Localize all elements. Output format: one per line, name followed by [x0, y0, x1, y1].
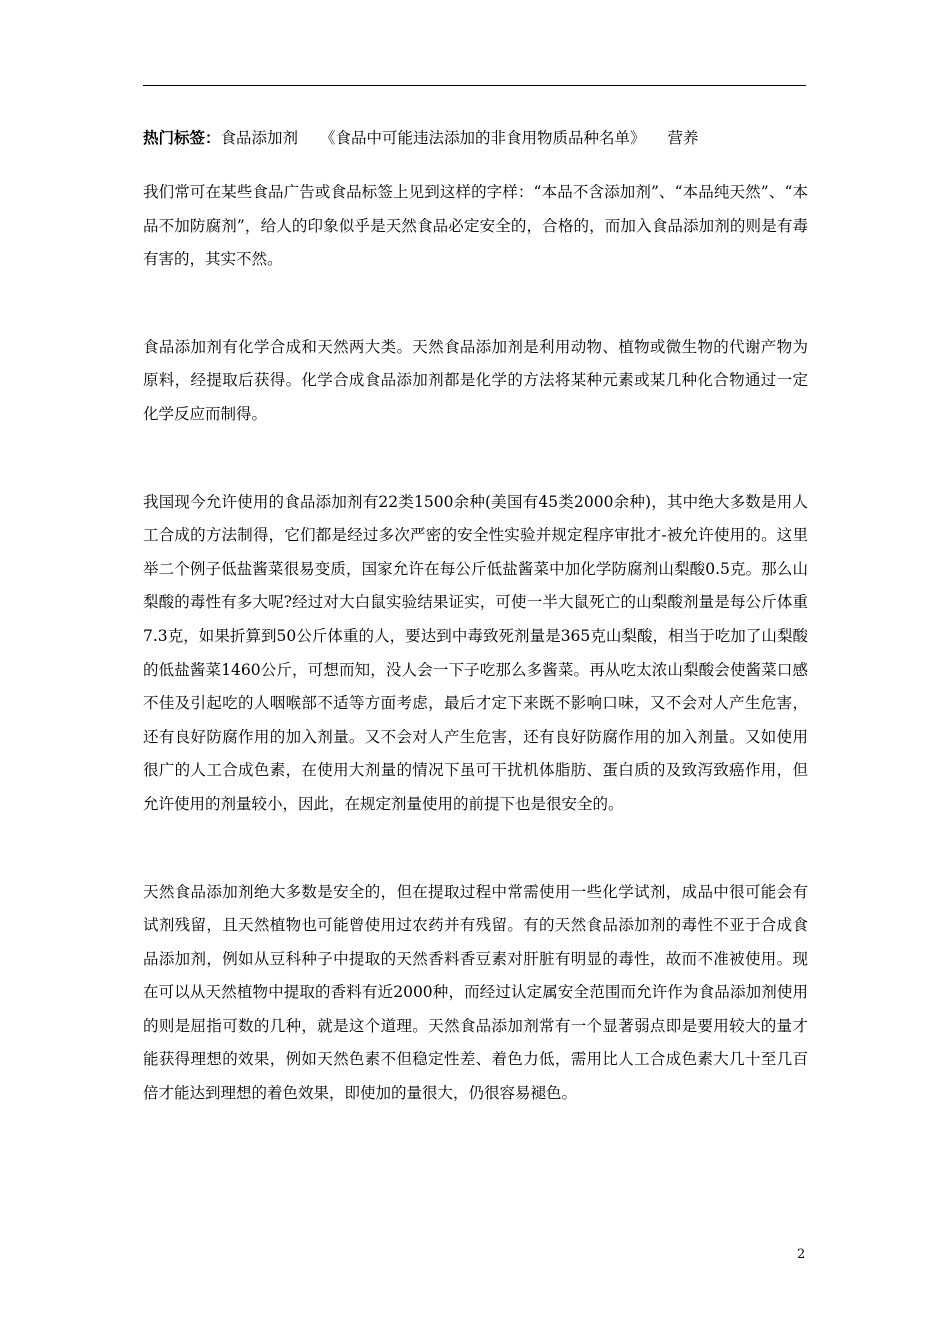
hot-tags-line	[143, 122, 808, 154]
paragraph-additive-types: 食品添加剂有化学合成和天然两大类。天然食品添加剂是利用动物、植物或微生物的代谢产物为原料，经提取后获得。化学合成食品添加剂都是化学的方法将某种元素或某几种化合物通过一定化学反应而制得。	[143, 337, 808, 423]
tag-nutrition[interactable]: 营养	[667, 129, 699, 147]
paragraph-intro: 我们常可在某些食品广告或食品标签上见到这样的字样：“本品不含添加剂”、“本品纯天然”、“本品不加防腐剂”，给人的印象似乎是天然食品必定安全的，合格的，而加入食品添加剂的则是有毒有害的，其实不然。	[143, 183, 808, 269]
tag-illegal-substances-list[interactable]: 《食品中可能违法添加的非食用物质品种名单》	[320, 129, 646, 147]
document-body	[143, 122, 808, 1165]
paragraph-natural-additives: 天然食品添加剂绝大多数是安全的，但在提取过程中常需使用一些化学试剂，成品中很可能会有试剂残留，且天然植物也可能曾使用过农药并有残留。有的天然食品添加剂的毒性不亚于合成食品添加剂，例如从豆科种子中提取的天然香料香豆素对肝脏有明显的毒性，故而不准被使用。现在可以从天然植物中提取的香料有近2000种，而经过认定属安全范围而允许作为食品添加剂使用的则是屈指可数的几种，就是这个道理。天然食品添加剂常有一个显著弱点即是要用较大的量才能获得理想的效果，例如天然色素不但稳定性差、着色力低，需用比人工合成色素大几十至几百倍才能达到理想的着色效果，即使加的量很大，仍很容易褪色。	[143, 882, 808, 1103]
paragraph-synthetic-safety: 我国现今允许使用的食品添加剂有22类1500余种(美国有45类2000余种)，其中绝大多数是用人工合成的方法制得，它们都是经过多次严密的安全性实验并规定程序审批才-被允许使用的。这里举二个例子低盐酱菜很易变质，国家允许在每公斤低盐酱菜中加化学防腐剂山梨酸0.5克。那么山梨酸的毒性有多大呢?经过对大白鼠实验结果证实，可使一半大鼠死亡的山梨酸剂量是每公斤体重7.3克，如果折算到50公斤体重的人，要达到中毒致死剂量是365克山梨酸，相当于吃加了山梨酸的低盐酱菜1460公斤，可想而知，没人会一下子吃那么多酱菜。再从吃太浓山梨酸会使酱菜口感不佳及引起吃的人咽喉部不适等方面考虑，最后才定下来既不影响口味，又不会对人产生危害，还有良好防腐作用的加入剂量。又不会对人产生危害，还有良好防腐作用的加入剂量。又如使用很广的人工合成色素，在使用大剂量的情况下虽可干扰机体脂肪、蛋白质的及致泻致癌作用，但允许使用的剂量较小，因此，在规定剂量使用的前提下也是很安全的。	[143, 492, 808, 813]
page-number: 2	[797, 1247, 806, 1262]
hot-tags-label: 热门标签：	[143, 128, 221, 147]
header-rule	[143, 85, 806, 86]
tag-food-additives[interactable]: 食品添加剂	[220, 129, 299, 147]
